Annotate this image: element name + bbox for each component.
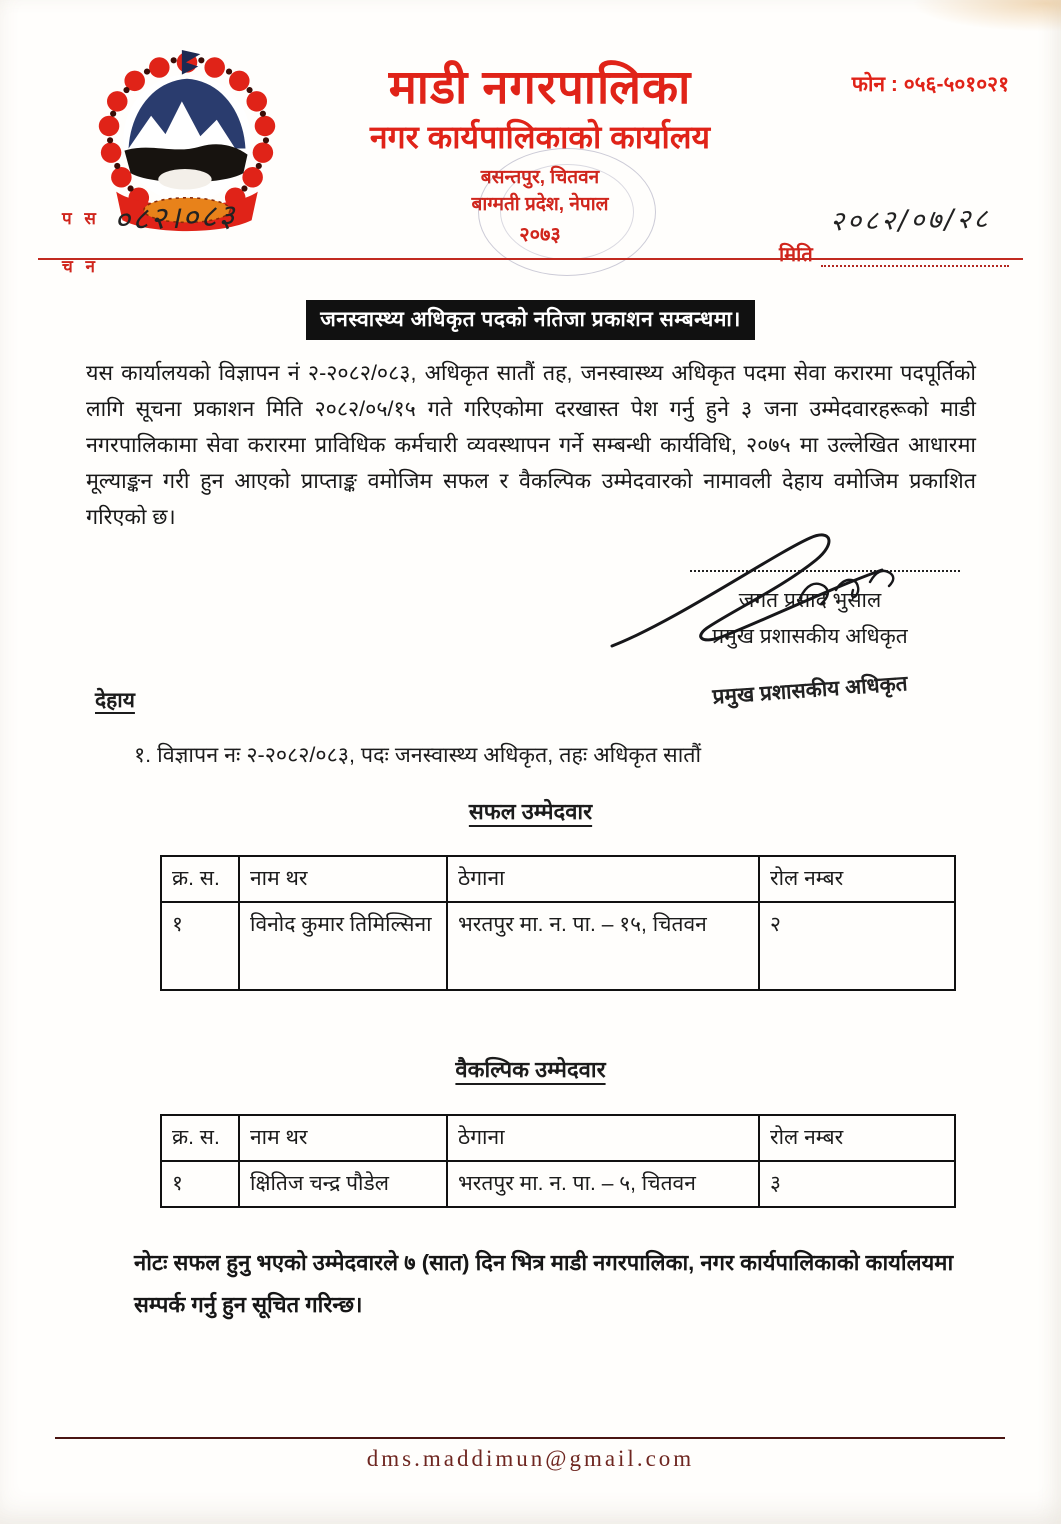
column-header-address: ठेगाना	[447, 1115, 759, 1161]
alternative-candidates-heading: वैकल्पिक उम्मेदवार	[455, 1057, 606, 1082]
column-header-roll: रोल नम्बर	[759, 1115, 955, 1161]
subject-title: जनस्वास्थ्य अधिकृत पदको नतिजा प्रकाशन सम्बन्धमा।	[306, 300, 755, 340]
established-year: २०७३	[519, 223, 561, 246]
footer-email: dms.maddimun@gmail.com	[366, 1446, 695, 1471]
cell-roll: ३	[759, 1161, 955, 1207]
designation-stamp: प्रमुख प्रशासकीय अधिकृत	[711, 672, 909, 709]
table-header-row	[161, 1115, 955, 1161]
cell-sn: १	[161, 902, 239, 990]
cell-address: भरतपुर मा. न. पा. – ५, चितवन	[447, 1161, 759, 1207]
address-line-2: बाग्मती प्रदेश, नेपाल	[471, 194, 609, 216]
column-header-roll: रोल नम्बर	[759, 856, 955, 902]
body-paragraph: यस कार्यालयको विज्ञापन नं २-२०८२/०८३, अधिकृत सातौं तह, जनस्वास्थ्य अधिकृत पदमा सेवा करारमा पदपूर्तिको लागि सूचना प्रकाशन मिति २०८२/०५/१५ गते गरिएकोमा दरखास्त पेश गर्नु हुने ३ जना उम्मेदवारहरूको माडी नगरपालिकामा सेवा करारमा प्राविधिक कर्मचारी व्यवस्थापन गर्ने सम्बन्धी कार्यविधि, २०७५ मा उल्लेखित आधारमा मूल्याङ्कन गरी हुन आएको प्राप्ताङ्क वमोजिम सफल र वैकल्पिक उम्मेदवारको नामावली देहाय वमोजिम प्रकाशित गरिएको छ।	[86, 361, 976, 529]
date-label: मिति	[779, 244, 813, 266]
note-paragraph: नोटः सफल हुनु भएको उम्मेदवारले ७ (सात) दिन भित्र माडी नगरपालिका, नगर कार्यपालिकाको कार्यालयमा सम्पर्क गर्नु हुन सूचित गरिन्छ।	[134, 1250, 954, 1317]
successful-candidates-heading: सफल उम्मेदवार	[468, 799, 593, 824]
signature-icon	[604, 524, 954, 664]
cell-name: विनोद कुमार तिमिल्सिना	[239, 902, 447, 990]
ref-number-label: प स	[62, 208, 100, 228]
org-name: माडी नगरपालिका	[388, 60, 692, 113]
column-header-sn: क्र. स.	[161, 856, 239, 902]
signature-block	[630, 528, 990, 709]
column-header-name: नाम थर	[239, 856, 447, 902]
table-header-row	[161, 856, 955, 902]
signatory-name: जगत प्रसाद भुसाल	[738, 589, 882, 612]
alternative-candidates-table	[160, 1114, 956, 1208]
cell-sn: १	[161, 1161, 239, 1207]
table-row	[161, 1161, 955, 1207]
phone-number: फोन : ०५६-५०१०२१	[851, 73, 1009, 96]
advertisement-detail-line: १. विज्ञापन नः २-२०८२/०८३, पदः जनस्वास्थ्य अधिकृत, तहः अधिकृत सातौं	[134, 743, 702, 767]
column-header-name: नाम थर	[239, 1115, 447, 1161]
signatory-designation: प्रमुख प्रशासकीय अधिकृत	[712, 625, 908, 648]
successful-candidates-table	[160, 855, 956, 991]
cell-address: भरतपुर मा. न. पा. – १५, चितवन	[447, 902, 759, 990]
column-header-sn: क्र. स.	[161, 1115, 239, 1161]
date-dotted-line	[821, 245, 1009, 267]
scan-smudge	[901, 0, 1061, 34]
office-name: नगर कार्यपालिकाको कार्यालय	[369, 119, 711, 156]
dispatch-number-label: च न	[62, 257, 99, 276]
column-header-address: ठेगाना	[447, 856, 759, 902]
table-row	[161, 902, 955, 990]
cell-roll: २	[759, 902, 955, 990]
cell-name: क्षितिज चन्द्र पौडेल	[239, 1161, 447, 1207]
handwritten-date: २०८२/०७/२८	[830, 203, 992, 238]
header-divider	[38, 258, 1023, 260]
address-line-1: बसन्तपुर, चितवन	[480, 167, 600, 189]
dehaya-label: देहाय	[95, 689, 135, 712]
ref-number-value: ०८२।०८३	[113, 197, 237, 239]
footer-divider	[55, 1437, 1005, 1439]
